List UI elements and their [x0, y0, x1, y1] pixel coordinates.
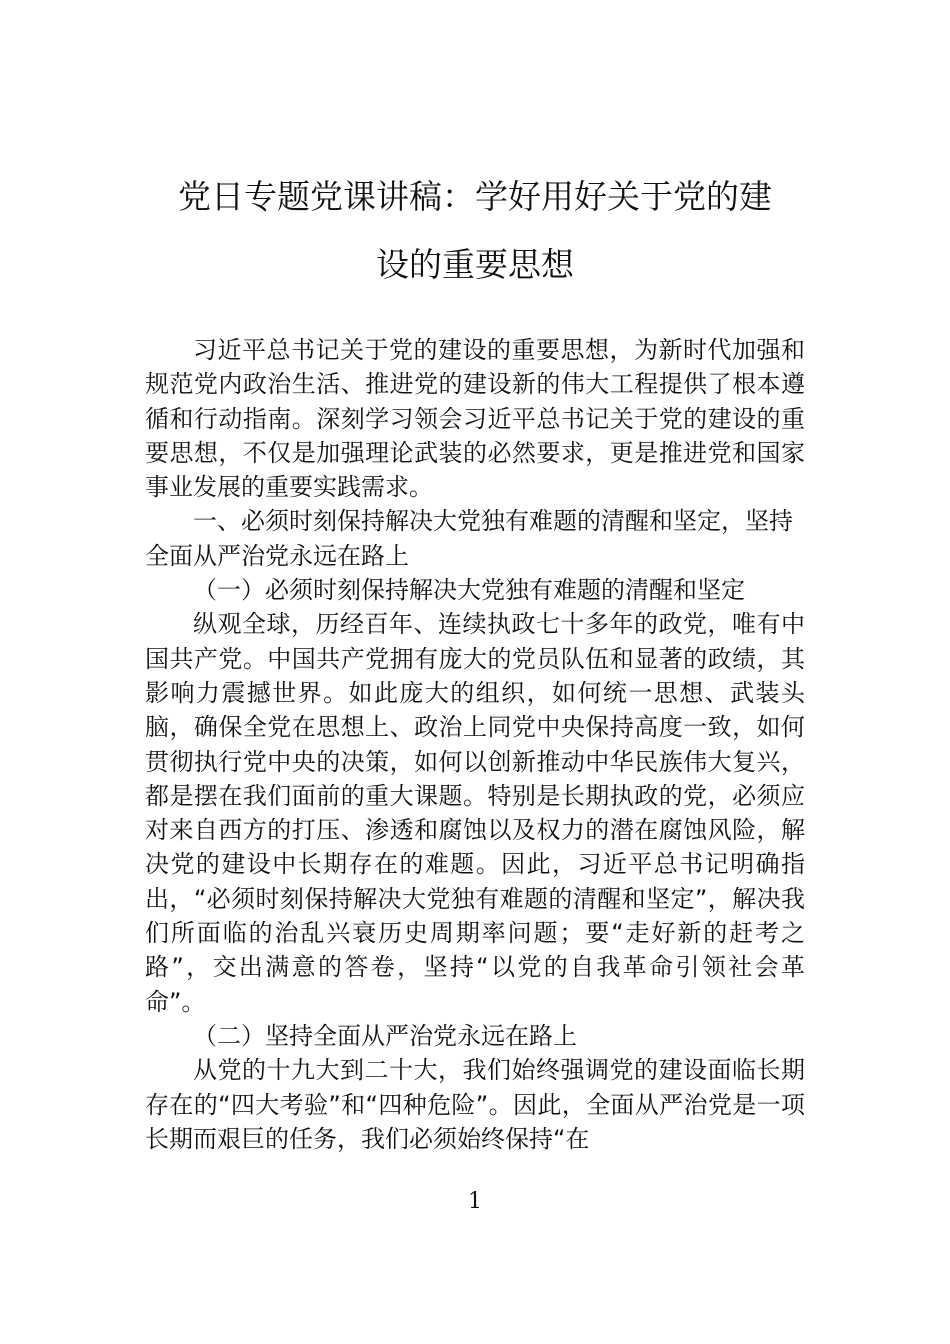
- section-1-heading: 一、必须时刻保持解决大党独有难题的清醒和坚定，坚持全面从严治党永远在路上: [145, 507, 793, 570]
- document-body: [145, 333, 805, 1156]
- page-number: 1: [468, 1189, 482, 1214]
- document-title-line-2: 设的重要思想: [376, 245, 574, 284]
- subsection-2-paragraph: 从党的十九大到二十大，我们始终强调党的建设面临长期存在的“四大考验”和“四种危险”。因此，全面从严治党是一项长期而艰巨的任务，我们必须始终保持“在: [145, 1056, 805, 1153]
- subsection-1-heading: （一）必须时刻保持解决大党独有难题的清醒和坚定: [193, 576, 745, 605]
- subsection-2-heading: （二）坚持全面从严治党永远在路上: [193, 1021, 577, 1050]
- subsection-1-paragraph: 纵观全球，历经百年、连续执政七十多年的政党，唯有中国共产党。中国共产党拥有庞大的党员队伍和显著的政绩，其影响力震撼世界。如此庞大的组织，如何统一思想、武装头脑，确保全党在思想上、政治上同党中央保持高度一致，如何贯彻执行党中央的决策，如何以创新推动中华民族伟大复兴，都是摆在我们面前的重大课题。特别是长期执政的党，必须应对来自西方的打压、渗透和腐蚀以及权力的潜在腐蚀风险，解决党的建设中长期存在的难题。因此，习近平总书记明确指出，“必须时刻保持解决大党独有难题的清醒和坚定”，解决我们所面临的治乱兴衰历史周期率问题；要“走好新的赶考之路”，交出满意的答卷，坚持“以党的自我革命引领社会革命”。: [145, 610, 805, 1016]
- intro-paragraph: 习近平总书记关于党的建设的重要思想，为新时代加强和规范党内政治生活、推进党的建设新的伟大工程提供了根本遵循和行动指南。深刻学习领会习近平总书记关于党的建设的重要思想，不仅是加强理论武装的必然要求，更是推进党和国家事业发展的重要实践需求。: [145, 336, 805, 502]
- document-title-line-1: 党日专题党课讲稿：学好用好关于党的建: [178, 177, 772, 216]
